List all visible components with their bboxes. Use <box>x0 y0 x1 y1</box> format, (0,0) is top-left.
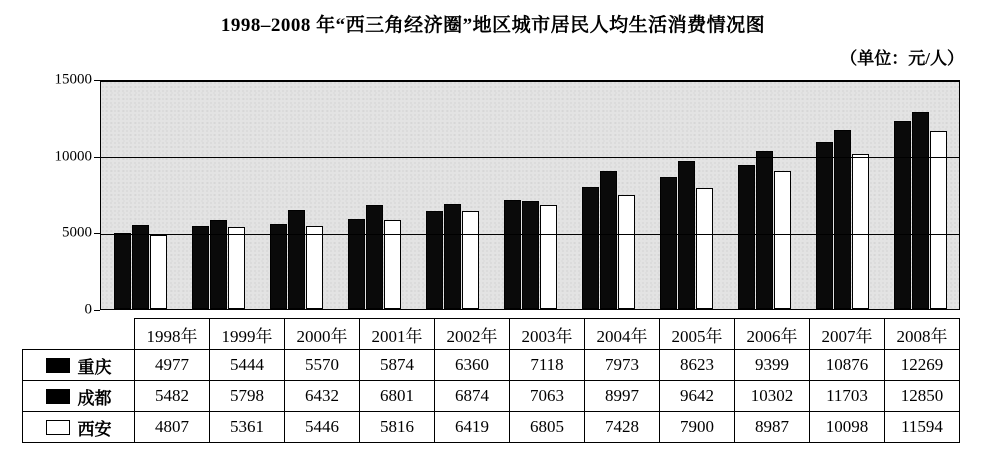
table-cell-value: 8997 <box>585 381 660 412</box>
bar <box>894 121 911 309</box>
y-axis-tick <box>94 157 100 158</box>
y-axis-tick <box>94 310 100 311</box>
y-axis-tick <box>94 80 100 81</box>
column-header-year: 2008年 <box>885 319 960 350</box>
table-cell-value: 6360 <box>435 350 510 381</box>
table-cell-value: 10302 <box>735 381 810 412</box>
table-cell-value: 5444 <box>210 350 285 381</box>
table-cell-value: 6801 <box>360 381 435 412</box>
bar <box>192 226 209 309</box>
table-cell-value: 12850 <box>885 381 960 412</box>
table-body <box>23 350 960 443</box>
table-cell-value: 6874 <box>435 381 510 412</box>
bar-group <box>803 81 881 309</box>
bar <box>582 187 599 309</box>
bar-group <box>569 81 647 309</box>
bar <box>738 165 755 309</box>
table-cell-value: 5798 <box>210 381 285 412</box>
bar <box>444 204 461 309</box>
table-cell-value: 5482 <box>135 381 210 412</box>
legend-swatch-icon <box>46 389 70 404</box>
bar <box>912 112 929 309</box>
legend-header-blank <box>23 319 135 350</box>
bar <box>132 225 149 309</box>
table-cell-value: 4807 <box>135 412 210 443</box>
table-header-row <box>23 319 960 350</box>
gridline <box>101 157 959 158</box>
column-header-year: 1999年 <box>210 319 285 350</box>
y-axis-tick <box>94 233 100 234</box>
table-cell-value: 7900 <box>660 412 735 443</box>
column-header-year: 2001年 <box>360 319 435 350</box>
table-cell-value: 9642 <box>660 381 735 412</box>
bar <box>366 205 383 309</box>
bar <box>540 205 557 309</box>
legend-label: 西安 <box>77 419 112 439</box>
legend-swatch-icon <box>46 420 70 435</box>
table-row <box>23 350 960 381</box>
bar-group <box>647 81 725 309</box>
unit-note: （单位：元/人） <box>840 49 964 68</box>
table-cell-value: 5816 <box>360 412 435 443</box>
table-cell-value: 6419 <box>435 412 510 443</box>
table-cell-value: 4977 <box>135 350 210 381</box>
bar-group <box>413 81 491 309</box>
bar-group <box>179 81 257 309</box>
bar-group <box>725 81 803 309</box>
legend-cell <box>23 350 135 381</box>
column-header-year: 2004年 <box>585 319 660 350</box>
bar-group <box>101 81 179 309</box>
y-axis-tick-label: 15000 <box>54 71 92 88</box>
table-cell-value: 8623 <box>660 350 735 381</box>
bar <box>774 171 791 309</box>
table-cell-value: 5446 <box>285 412 360 443</box>
bar <box>852 154 869 309</box>
bar <box>288 210 305 309</box>
table-cell-value: 9399 <box>735 350 810 381</box>
table-cell-value: 12269 <box>885 350 960 381</box>
table-cell-value: 5361 <box>210 412 285 443</box>
table-cell-value: 11594 <box>885 412 960 443</box>
legend-cell <box>23 381 135 412</box>
table-cell-value: 6805 <box>510 412 585 443</box>
bar-group <box>257 81 335 309</box>
plot-area <box>54 71 960 318</box>
gridline <box>101 81 959 82</box>
bar-group <box>335 81 413 309</box>
table-cell-value: 8987 <box>735 412 810 443</box>
bar <box>618 195 635 309</box>
data-table <box>22 318 960 443</box>
table-cell-value: 10876 <box>810 350 885 381</box>
bar <box>522 201 539 309</box>
column-header-year: 2006年 <box>735 319 810 350</box>
bar <box>600 171 617 309</box>
plot-canvas <box>100 80 960 310</box>
column-header-year: 2002年 <box>435 319 510 350</box>
legend-cell <box>23 412 135 443</box>
bar <box>504 200 521 309</box>
bar-groups <box>101 81 959 309</box>
y-axis-tick-label: 10000 <box>54 148 92 165</box>
bar <box>678 161 695 309</box>
column-header-year: 2003年 <box>510 319 585 350</box>
table-row <box>23 381 960 412</box>
bar <box>696 188 713 309</box>
bar-group <box>491 81 569 309</box>
legend-label: 成都 <box>77 388 112 408</box>
column-header-year: 2007年 <box>810 319 885 350</box>
legend-label: 重庆 <box>77 357 112 377</box>
table-cell-value: 7428 <box>585 412 660 443</box>
table-cell-value: 5570 <box>285 350 360 381</box>
table-cell-value: 6432 <box>285 381 360 412</box>
bar <box>306 226 323 310</box>
bar <box>114 233 131 309</box>
table-row <box>23 412 960 443</box>
column-header-year: 1998年 <box>135 319 210 350</box>
page-title: 1998–2008 年“西三角经济圈”地区城市居民人均生活消费情况图 <box>220 15 766 36</box>
bar <box>426 211 443 309</box>
table-cell-value: 10098 <box>810 412 885 443</box>
gridline <box>101 234 959 235</box>
y-axis-tick-label: 0 <box>84 301 92 318</box>
legend-swatch-icon <box>46 358 70 373</box>
bar <box>348 219 365 309</box>
column-header-year: 2005年 <box>660 319 735 350</box>
bar <box>150 235 167 309</box>
bar <box>270 224 287 309</box>
bar <box>816 142 833 309</box>
bar-group <box>881 81 959 309</box>
table-cell-value: 7063 <box>510 381 585 412</box>
table-cell-value: 7118 <box>510 350 585 381</box>
table-cell-value: 11703 <box>810 381 885 412</box>
column-header-year: 2000年 <box>285 319 360 350</box>
table-cell-value: 5874 <box>360 350 435 381</box>
bar <box>756 151 773 309</box>
data-table-wrap <box>22 318 960 443</box>
bar <box>228 227 245 309</box>
table-cell-value: 7973 <box>585 350 660 381</box>
y-axis-tick-label: 5000 <box>62 224 92 241</box>
bar <box>462 211 479 309</box>
bar <box>660 177 677 309</box>
